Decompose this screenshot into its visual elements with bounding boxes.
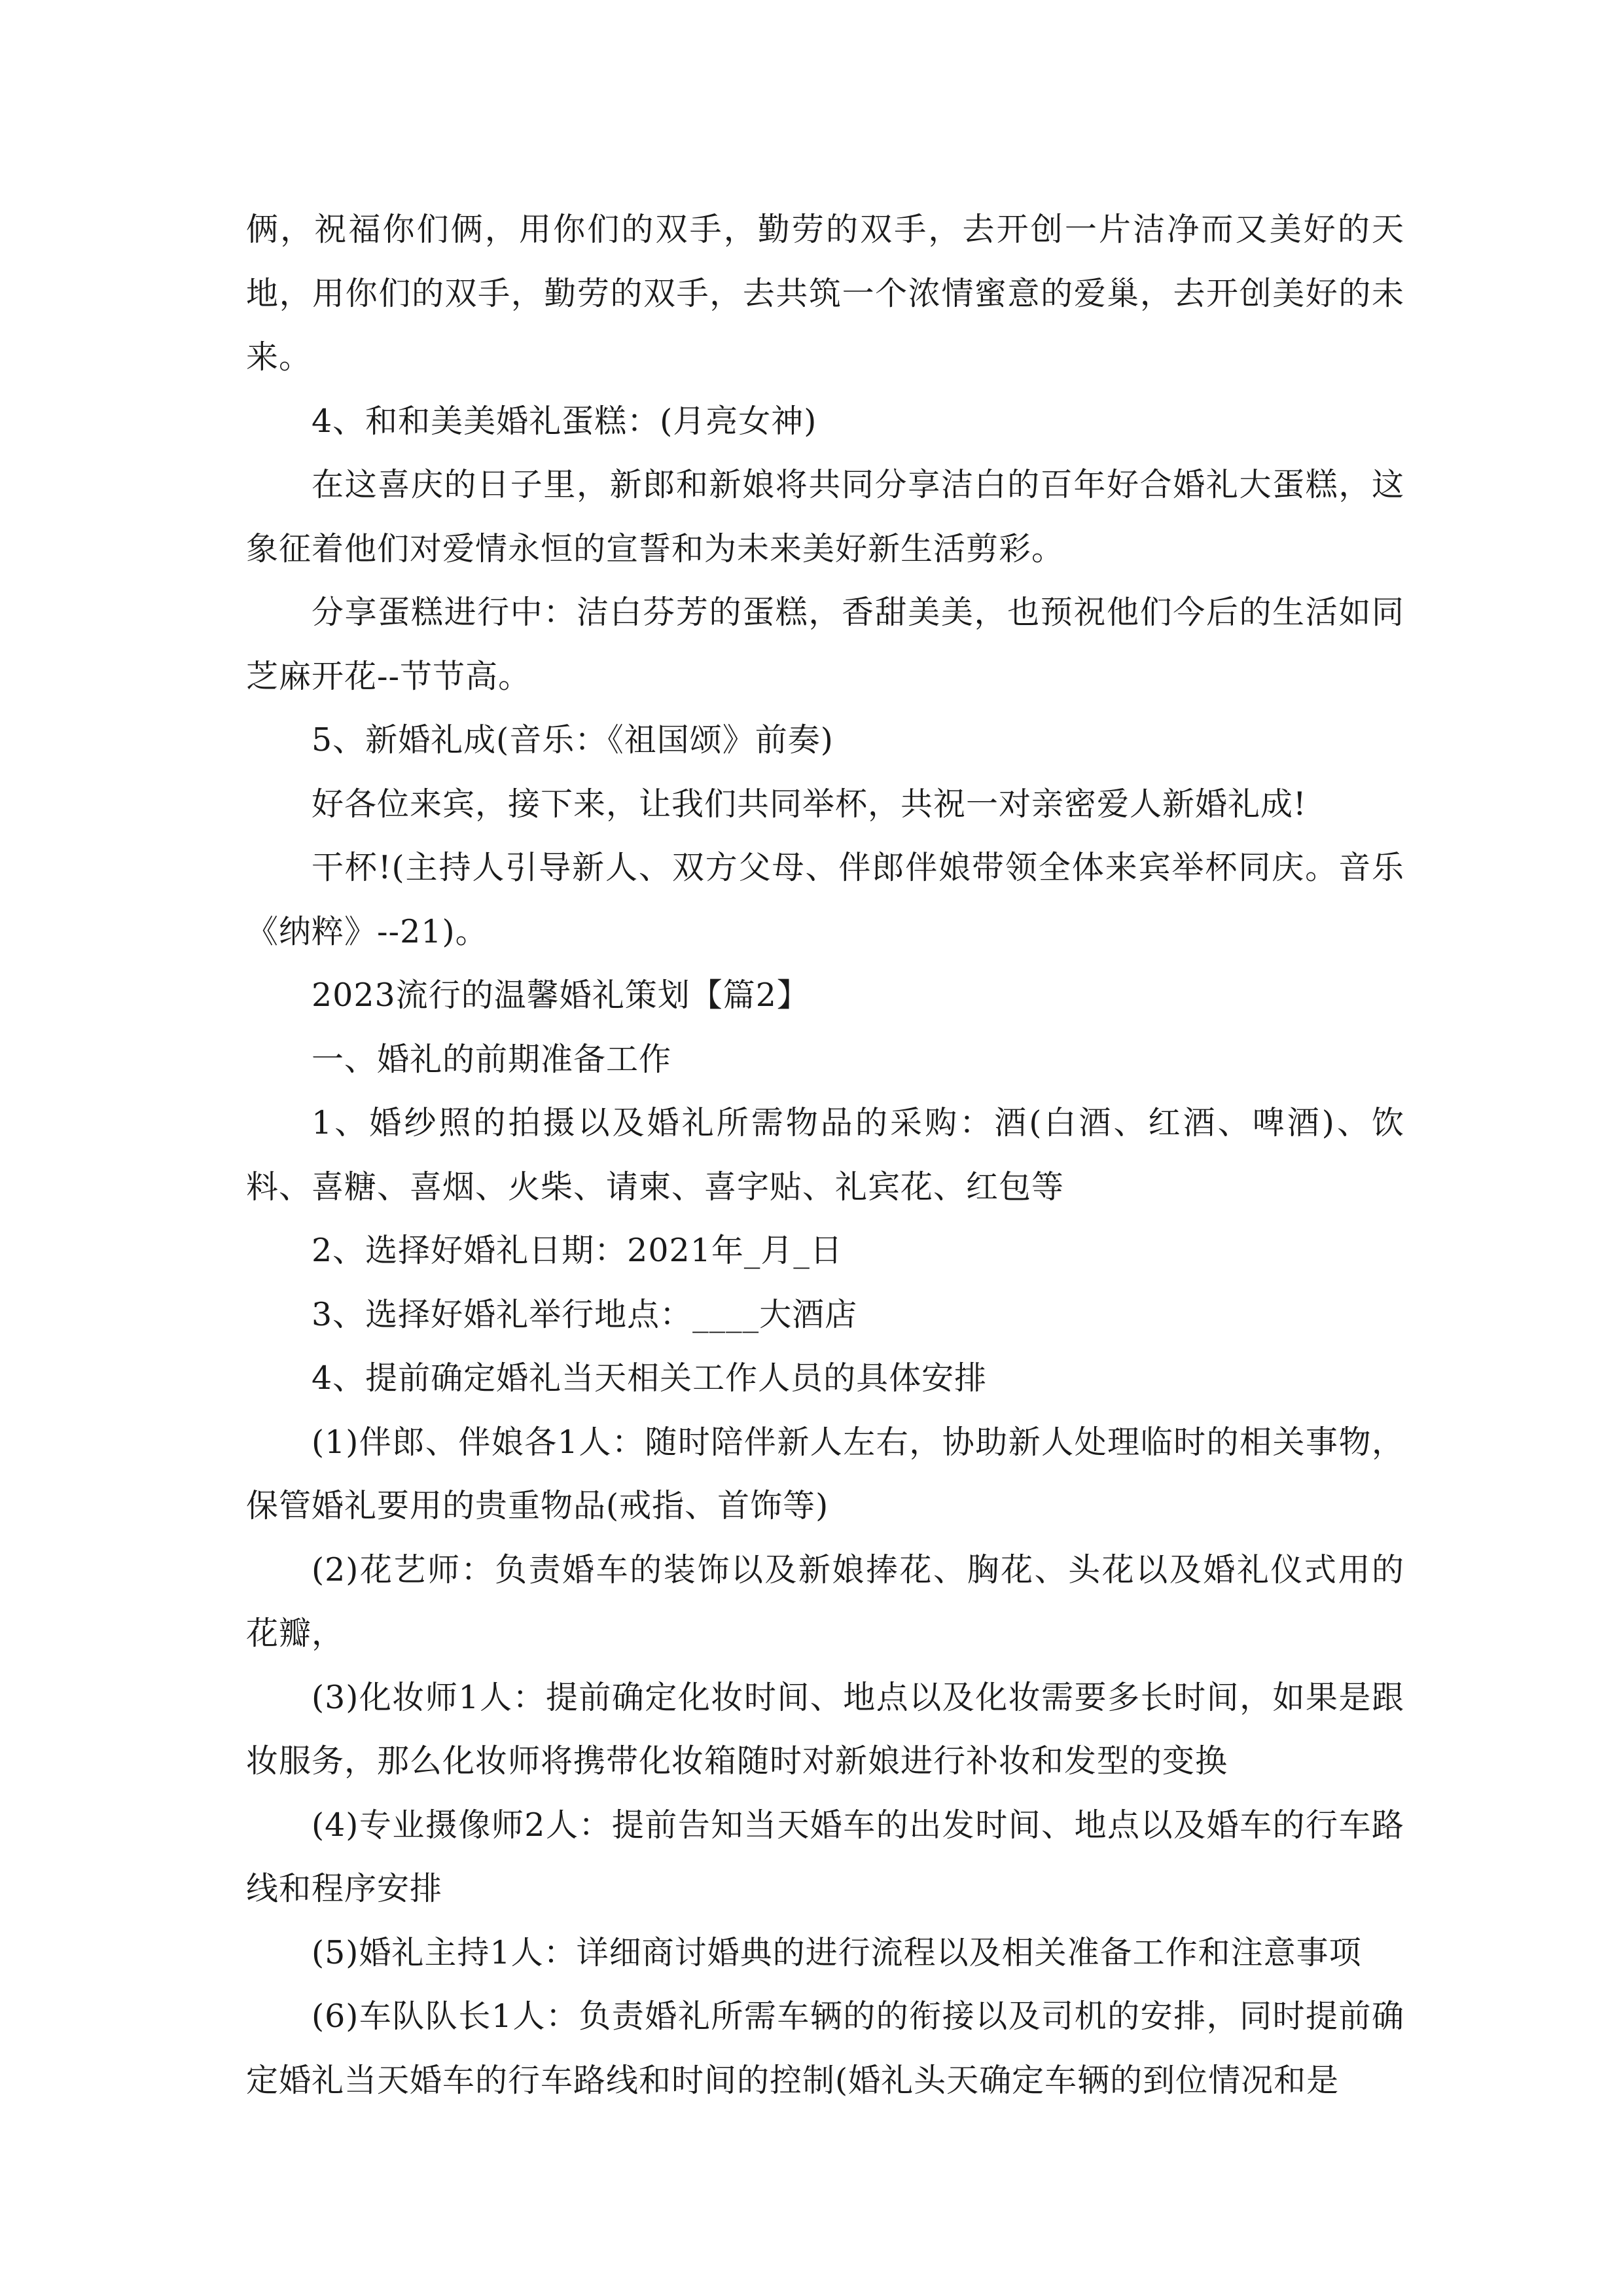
subsection-heading: 一、婚礼的前期准备工作	[312, 1040, 672, 1078]
paragraph-17: (4)专业摄像师2人：提前告知当天婚车的出发时间、地点以及婚车的行车路线和程序安排	[246, 1806, 1404, 1907]
paragraph-12: 3、选择好婚礼举行地点：____大酒店	[312, 1295, 858, 1333]
paragraph-14: (1)伴郎、伴娘各1人：随时陪伴新人左右，协助新人处理临时的相关事物，保管婚礼要用的贵重物品(戒指、首饰等)	[246, 1423, 1404, 1524]
paragraph-10: 1、婚纱照的拍摄以及婚礼所需物品的采购：酒(白酒、红酒、啤酒)、饮料、喜糖、喜烟、火柴、请柬、喜字贴、礼宾花、红包等	[246, 1104, 1404, 1206]
paragraph-15: (2)花艺师：负责婚车的装饰以及新娘捧花、胸花、头花以及婚礼仪式用的花瓣，	[246, 1551, 1404, 1652]
paragraph-18: (5)婚礼主持1人：详细商讨婚典的进行流程以及相关准备工作和注意事项	[312, 1933, 1362, 1971]
paragraph-11: 2、选择好婚礼日期：2021年_月_日	[312, 1232, 843, 1269]
paragraph-2: 4、和和美美婚礼蛋糕：(月亮女神)	[312, 402, 817, 440]
paragraph-6: 好各位来宾，接下来，让我们共同举杯，共祝一对亲密爱人新婚礼成!	[312, 785, 1307, 823]
paragraph-5: 5、新婚礼成(音乐：《祖国颂》前奏)	[312, 721, 834, 759]
document-body	[246, 198, 1404, 2112]
paragraph-16: (3)化妆师1人：提前确定化妆时间、地点以及化妆需要多长时间，如果是跟妆服务，那么化妆师将携带化妆箱随时对新娘进行补妆和发型的变换	[246, 1678, 1404, 1780]
paragraph-7: 干杯!(主持人引导新人、双方父母、伴郎伴娘带领全体来宾举杯同庆。音乐《纳粹》--21)。	[246, 849, 1404, 950]
paragraph-1: 俩，祝福你们俩，用你们的双手，勤劳的双手，去开创一片洁净而又美好的天地，用你们的双手，勤劳的双手，去共筑一个浓情蜜意的爱巢，去开创美好的未来。	[246, 211, 1404, 376]
paragraph-4: 分享蛋糕进行中：洁白芬芳的蛋糕，香甜美美，也预祝他们今后的生活如同芝麻开花--节节高。	[246, 594, 1404, 695]
paragraph-13: 4、提前确定婚礼当天相关工作人员的具体安排	[312, 1359, 988, 1397]
section-heading: 2023流行的温馨婚礼策划【篇2】	[312, 977, 810, 1014]
paragraph-19: (6)车队队长1人：负责婚礼所需车辆的的衔接以及司机的安排，同时提前确定婚礼当天婚车的行车路线和时间的控制(婚礼头天确定车辆的到位情况和是	[246, 1998, 1404, 2099]
paragraph-3: 在这喜庆的日子里，新郎和新娘将共同分享洁白的百年好合婚礼大蛋糕，这象征着他们对爱情永恒的宣誓和为未来美好新生活剪彩。	[246, 466, 1404, 567]
